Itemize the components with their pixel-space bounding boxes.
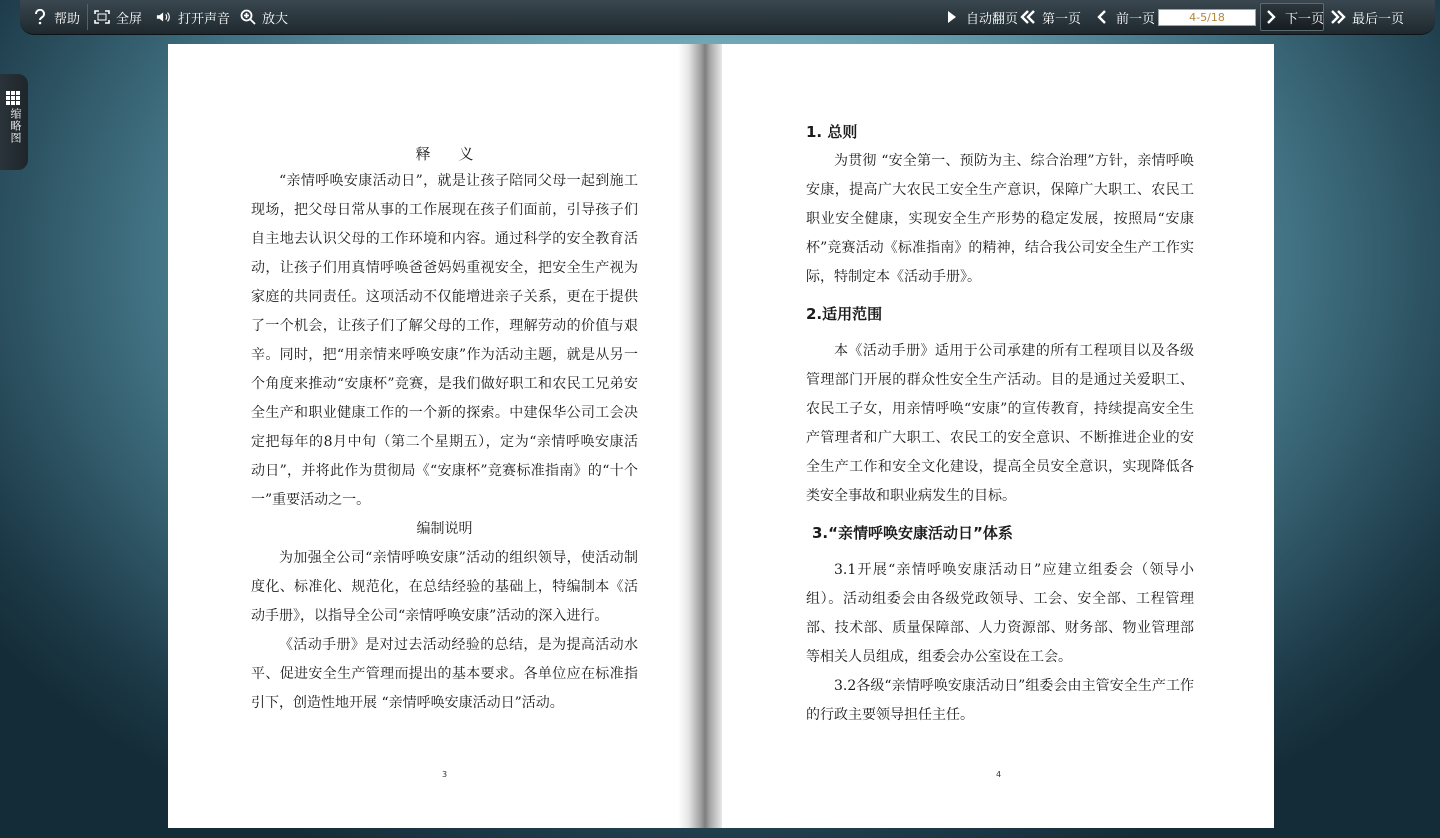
chevron-right-icon (1263, 9, 1279, 25)
sound-label: 打开声音 (178, 11, 231, 27)
question-icon (32, 9, 48, 25)
page-number: 3 (442, 770, 448, 779)
zoom-label: 放大 (262, 11, 289, 27)
help-button[interactable] (32, 0, 80, 34)
paragraph: 为贯彻 “安全第一、预防为主、综合治理”方针，亲情呼唤安康，提高广大农民工安全生产意识，保障广大职工、农民工职业安全健康，实现安全生产形势的稳定发展，按照局“安康杯”竞赛活动《标准指南》的精神，结合我公司安全生产工作实际，特制定本《活动手册》。 (806, 153, 1194, 285)
last-page-label: 最后一页 (1352, 11, 1405, 27)
play-icon (944, 9, 960, 25)
next-page-button[interactable] (1263, 0, 1324, 34)
speaker-icon (156, 9, 172, 25)
first-page-button[interactable] (1020, 0, 1081, 34)
prev-page-button[interactable] (1094, 0, 1155, 34)
page-number-input[interactable] (1158, 9, 1256, 26)
page-title: 释义 (415, 145, 502, 163)
top-toolbar (20, 0, 1435, 35)
thumbnail-label: 缩略图 (9, 108, 22, 144)
page-number: 4 (996, 770, 1002, 779)
section-heading: 2.适用范围 (806, 305, 883, 323)
prev-page-label: 前一页 (1116, 11, 1156, 27)
last-page-button[interactable] (1330, 0, 1404, 34)
section-subtitle: 编制说明 (416, 521, 473, 537)
paragraph: 本《活动手册》适用于公司承建的所有工程项目以及各级管理部门开展的群众性安全生产活动。目的是通过关爱职工、农民工子女，用亲情呼唤“安康”的宣传教育，持续提高安全生产管理者和广大职工、农民工的安全意识、不断推进企业的安全生产工作和安全文化建设，提高全员安全意识，实现降低各类安全事故和职业病发生的目标。 (806, 343, 1194, 504)
paragraph: 为加强全公司“亲情呼唤安康”活动的组织领导，使活动制度化、标准化、规范化，在总结经验的基础上，特编制本《活动手册》，以指导全公司“亲情呼唤安康”活动的深入进行。 (251, 550, 638, 624)
section-heading: 3.“亲情呼唤安康活动日”体系 (812, 524, 1013, 542)
paragraph: 3.1开展“亲情呼唤安康活动日”应建立组委会（领导小组）。活动组委会由各级党政领导、工会、安全部、工程管理部、技术部、质量保障部、人力资源部、财务部、物业管理部等相关人员组成，组委会办公室设在工会。 (806, 562, 1194, 665)
left-page-text (251, 140, 638, 718)
right-page-text (806, 118, 1194, 730)
toolbar-divider (87, 4, 88, 30)
grid-icon (6, 90, 20, 104)
fullscreen-button[interactable] (94, 0, 142, 34)
zoom-button[interactable] (240, 0, 288, 34)
left-page[interactable] (168, 44, 688, 828)
section-heading: 1. 总则 (806, 123, 858, 141)
paragraph: 《活动手册》是对过去活动经验的总结，是为提高活动水平、促进安全生产管理而提出的基本要求。各单位应在标准指引下，创造性地开展 “亲情呼唤安康活动日”活动。 (251, 637, 638, 711)
fullscreen-icon (94, 9, 110, 25)
first-page-label: 第一页 (1042, 11, 1082, 27)
sound-button[interactable] (156, 0, 230, 34)
double-chevron-left-icon (1020, 9, 1036, 25)
help-label: 帮助 (54, 11, 81, 27)
right-page[interactable] (722, 44, 1274, 828)
autoflip-button[interactable] (944, 0, 1018, 34)
paragraph: “亲情呼唤安康活动日”，就是让孩子陪同父母一起到施工现场，把父母日常从事的工作展现在孩子们面前，引导孩子们自主地去认识父母的工作环境和内容。通过科学的安全教育活动，让孩子们用真情呼唤爸爸妈妈重视安全，把安全生产视为家庭的共同责任。这项活动不仅能增进亲子关系，更在于提供了一个机会，让孩子们了解父母的工作，理解劳动的价值与艰辛。同时，把“用亲情来呼唤安康”作为活动主题，就是从另一个角度来推动“安康杯”竞赛，是我们做好职工和农民工兄弟安全生产和职业健康工作的一个新的探索。中建保华公司工会决定把每年的8月中旬（第二个星期五），定为“亲情呼唤安康活动日”，并将此作为贯彻局《“安康杯”竞赛标准指南》的“十个一”重要活动之一。 (251, 173, 638, 508)
autoflip-label: 自动翻页 (966, 11, 1019, 27)
thumbnail-tab[interactable] (0, 74, 28, 170)
fullscreen-label: 全屏 (116, 11, 143, 27)
paragraph: 3.2各级“亲情呼唤安康活动日”组委会由主管安全生产工作的行政主要领导担任主任。 (806, 678, 1194, 723)
chevron-left-icon (1094, 9, 1110, 25)
double-chevron-right-icon (1330, 9, 1346, 25)
zoom-in-icon (240, 9, 256, 25)
next-page-label: 下一页 (1285, 11, 1325, 27)
